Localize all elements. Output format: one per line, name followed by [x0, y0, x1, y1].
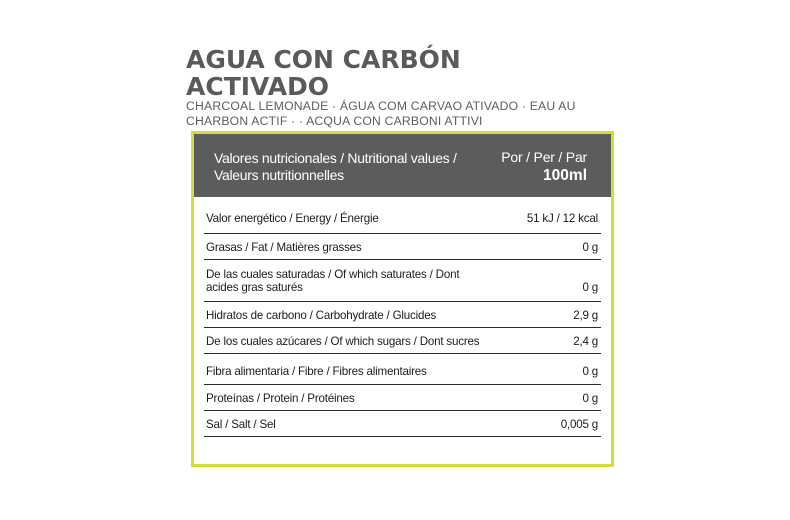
row-value: 2,4 g [573, 335, 598, 348]
product-title: AGUA CON CARBÓN ACTIVADO [186, 45, 461, 101]
row-value: 0 g [582, 281, 598, 294]
table-row-sugars [204, 328, 601, 354]
nutrition-table [191, 131, 614, 467]
table-row-salt [204, 411, 601, 437]
row-value: 0 g [582, 241, 598, 254]
row-label: Proteínas / Protein / Protéines [206, 392, 355, 405]
row-label: Fibra alimentaria / Fibre / Fibres alimentaires [206, 365, 427, 378]
row-label: Sal / Salt / Sel [206, 418, 276, 431]
row-value: 51 kJ / 12 kcal [526, 212, 598, 225]
table-row-carbohydrate [204, 302, 601, 328]
row-value: 0 g [582, 392, 598, 405]
row-label: De las cuales saturadas / Of which saturates / Dont acides gras saturés [206, 268, 460, 294]
row-label: Grasas / Fat / Matières grasses [206, 241, 362, 254]
product-subtitle: CHARCOAL LEMONADE · ÁGUA COM CARVAO ATIVADO · EAU AU CHARBON ACTIF · · ACQUA CON CARBONI ATTIVI [186, 99, 576, 128]
header-label: Valores nutricionales / Nutritional values / Valeurs nutritionnelles [214, 150, 457, 183]
header-per: Por / Per / Par [501, 149, 587, 165]
row-label: De los cuales azúcares / Of which sugars / Dont sucres [206, 335, 480, 348]
table-row-fibre [204, 354, 601, 385]
nutrition-table-header [194, 134, 611, 197]
table-row-protein [204, 385, 601, 411]
table-row-fat [204, 234, 601, 260]
table-row-saturates [204, 260, 601, 302]
header-unit: 100ml [543, 167, 587, 184]
row-value: 2,9 g [573, 309, 598, 322]
row-value: 0,005 g [560, 418, 598, 431]
row-label: Valor energético / Energy / Énergie [206, 212, 379, 225]
row-label: Hidratos de carbono / Carbohydrate / Glucides [206, 309, 437, 322]
table-row-energy [204, 197, 601, 234]
row-value: 0 g [582, 365, 598, 378]
header-per-unit [501, 149, 587, 186]
nutrition-rows [204, 197, 601, 437]
